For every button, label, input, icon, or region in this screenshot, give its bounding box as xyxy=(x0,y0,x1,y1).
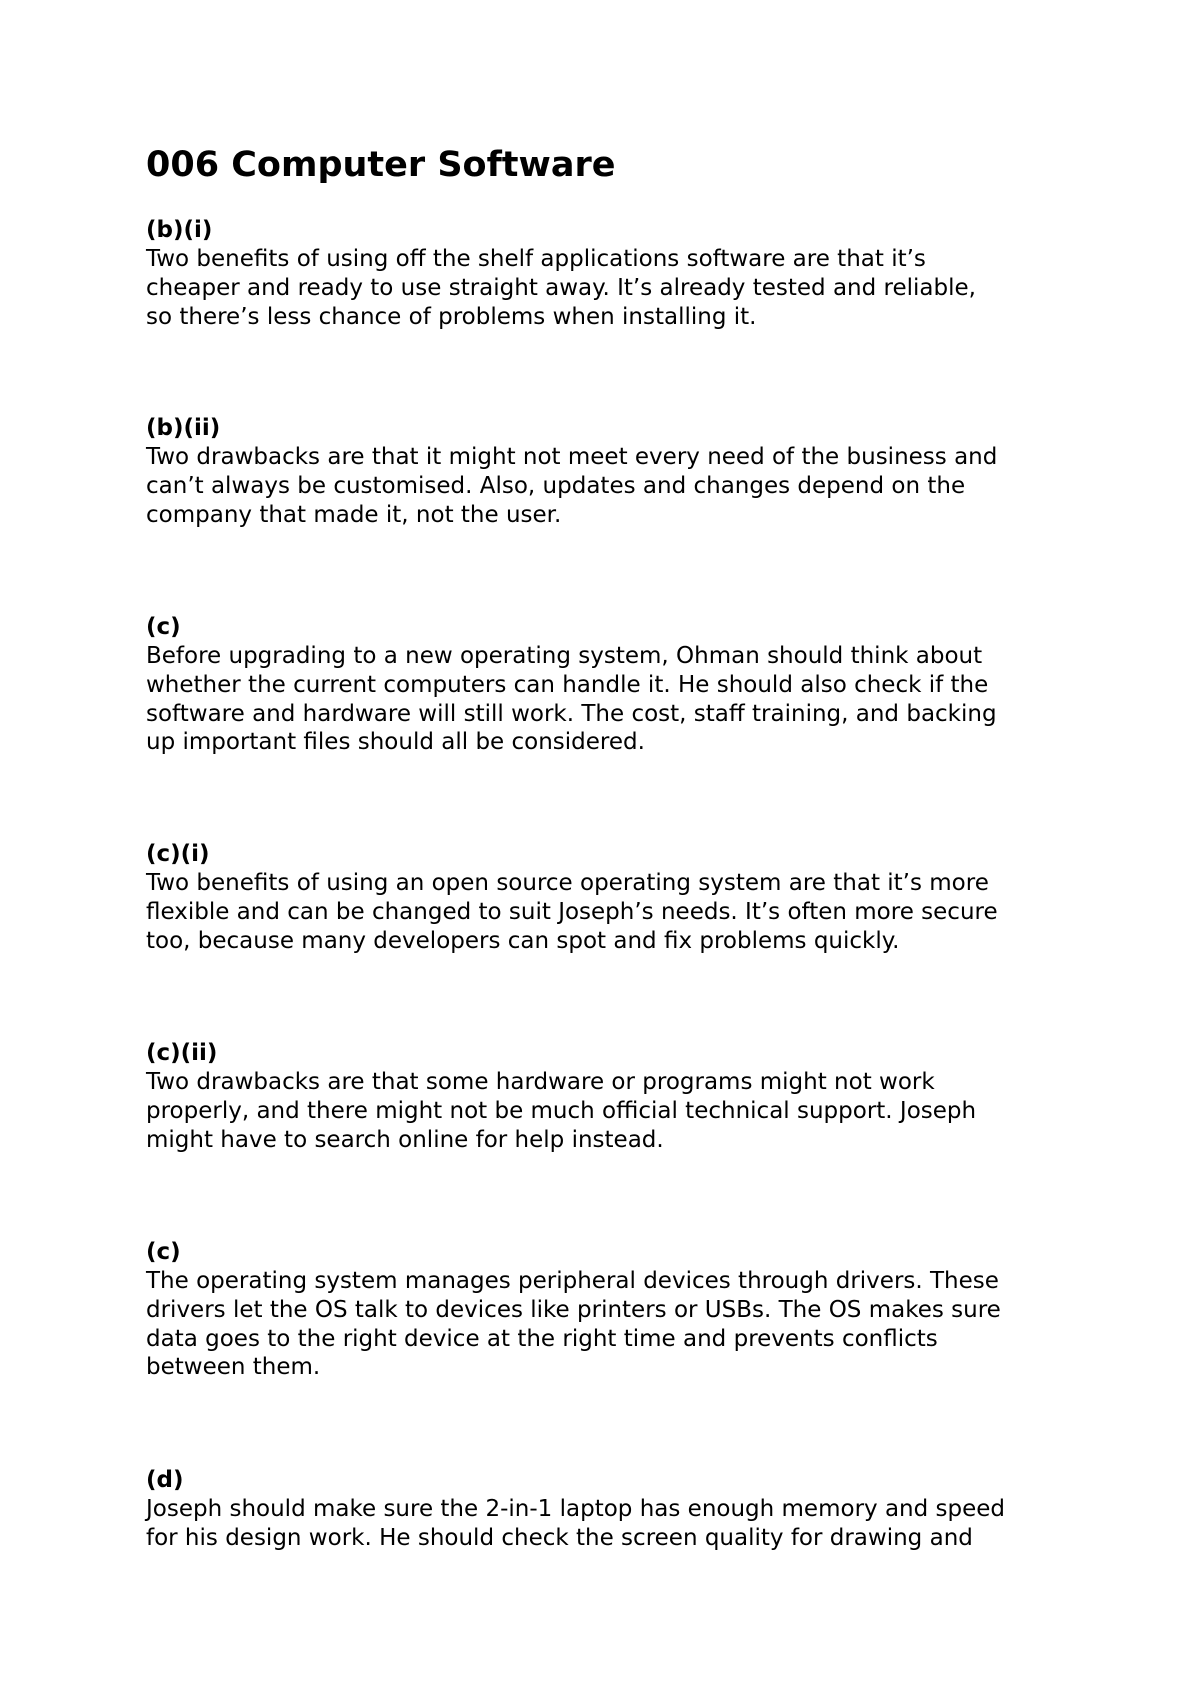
section-c-devices xyxy=(146,1238,1086,1382)
section-label: (b)(i) xyxy=(146,217,213,243)
section-label: (d) xyxy=(146,1467,184,1493)
section-text-line: drivers let the OS talk to devices like printers or USBs. The OS makes sure xyxy=(146,1296,1001,1323)
section-text-line: so there’s less chance of problems when installing it. xyxy=(146,303,757,330)
section-text-line: Two drawbacks are that some hardware or programs might not work xyxy=(146,1069,935,1095)
section-text-line: software and hardware will still work. The cost, staff training, and backing xyxy=(146,700,997,727)
section-text-line: Two drawbacks are that it might not meet every need of the business and xyxy=(146,444,998,470)
section-text-line: can’t always be customised. Also, updates and changes depend on the xyxy=(146,472,966,499)
section-label: (c)(i) xyxy=(146,841,210,867)
section-text-line: The operating system manages peripheral devices through drivers. These xyxy=(146,1268,999,1294)
section-text-line: properly, and there might not be much official technical support. Joseph xyxy=(146,1097,977,1124)
section-text-line: company that made it, not the user. xyxy=(146,501,562,528)
section-label: (c) xyxy=(146,614,181,640)
section-b-i xyxy=(146,216,1086,331)
section-text-line: Two benefits of using an open source operating system are that it’s more xyxy=(146,870,989,896)
section-c xyxy=(146,613,1086,757)
section-label: (b)(ii) xyxy=(146,415,221,441)
section-b-ii xyxy=(146,414,1086,529)
section-label: (c)(ii) xyxy=(146,1040,218,1066)
page-title: 006 Computer Software xyxy=(146,145,616,185)
section-text-line: up important files should all be considered. xyxy=(146,729,645,756)
section-label: (c) xyxy=(146,1239,181,1265)
section-text-line: for his design work. He should check the screen quality for drawing and xyxy=(146,1524,973,1551)
section-d xyxy=(146,1466,1086,1553)
section-text-line: too, because many developers can spot and fix problems quickly. xyxy=(146,927,900,954)
section-text-line: data goes to the right device at the right time and prevents conflicts xyxy=(146,1325,938,1352)
section-text-line: Joseph should make sure the 2-in-1 laptop has enough memory and speed xyxy=(146,1496,1006,1522)
section-c-i xyxy=(146,840,1086,955)
section-text-line: between them. xyxy=(146,1354,321,1381)
section-text-line: cheaper and ready to use straight away. It’s already tested and reliable, xyxy=(146,274,976,301)
section-text-line: might have to search online for help instead. xyxy=(146,1126,664,1153)
section-c-ii xyxy=(146,1039,1086,1154)
section-text-line: whether the current computers can handle it. He should also check if the xyxy=(146,671,989,698)
section-text-line: flexible and can be changed to suit Joseph’s needs. It’s often more secure xyxy=(146,898,998,925)
section-text-line: Before upgrading to a new operating system, Ohman should think about xyxy=(146,643,983,669)
section-text-line: Two benefits of using off the shelf applications software are that it’s xyxy=(146,246,926,272)
